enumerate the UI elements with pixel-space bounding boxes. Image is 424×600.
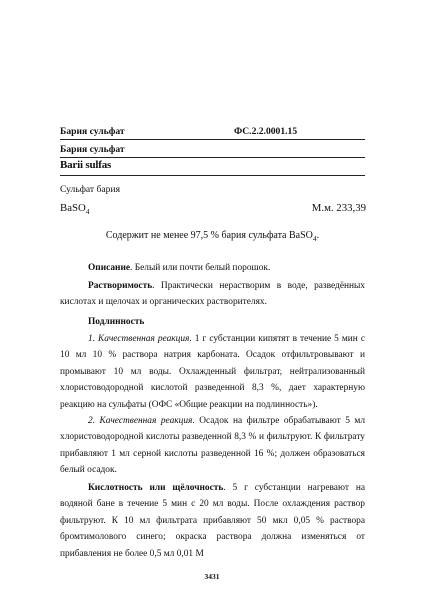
monograph-code: ФС.2.2.0001.15 [234,126,298,137]
description-paragraph [60,260,365,276]
identity-heading: Подлинность [88,317,145,327]
reaction-1-text: . 1 г субстанции кипятят в течение 5 мин с 10 мл 10 % раствора натрия карбоната. Осадок отфильтровывают и промывают 10 мл воды. Охлажденный фильтрат, нейтрализованный хлористоводородной кислотой разведенной 8,3 %, дает характерную реакцию на сульфаты (ОФС «Общие реакции на подлинность»). [60,334,365,410]
header-rule-2 [60,157,365,158]
header-name-ru: Бария сульфат [60,126,125,137]
description-text: . Белый или почти белый порошок. [130,263,271,273]
identity-heading-line [60,314,365,330]
solubility-text: . Практически нерастворим в воде, разведённых кислотах и щелочах и органических растворителях. [60,281,365,308]
content-statement [60,230,365,243]
reaction-2-text: . Осадок на фильтре обрабатывают 5 мл хлористоводородной кислоты разведенной 8,3 % и фильтруют. К фильтрату прибавляют 1 мл серной кислоты разведенной 16 %; должен образоваться белый осадок. [60,416,365,476]
description-label: Описание [88,263,131,273]
solubility-paragraph [60,278,365,311]
header-rule-1 [60,139,365,140]
identity-reaction-1 [60,331,365,413]
identity-reaction-2 [60,413,365,479]
acidity-text: . 5 г субстанции нагревают на водяной бане в течение 5 мин с 20 мл воды. После охлаждения раствор фильтруют. К 10 мл фильтрата прибавляют 50 мкл 0,05 % раствора бромтимолового синего; окраска раствора должна изменяться от прибавления не более 0,5 мл 0,01 М [60,483,366,559]
formula-base: BaSO [60,202,86,214]
content-text: Содержит не менее 97,5 % бария сульфата BaSO [105,230,313,241]
acidity-label: Кислотность или щёлочность [88,483,224,493]
reaction-2-label: 2. Качественная реакция [88,416,193,426]
header-name-ru-2: Бария сульфат [60,144,125,155]
solubility-label: Растворимость [88,281,153,291]
latin-name: Barii sulfas [60,159,112,171]
synonym: Сульфат бария [60,184,120,195]
content-end: . [316,230,320,241]
page-number: 3431 [204,572,220,581]
reaction-1-label: 1. Качественная реакция [88,334,190,344]
header-rule-3 [60,175,365,176]
molecular-mass: М.м. 233,39 [311,202,366,214]
acidity-paragraph [60,480,365,562]
formula-sub: 4 [85,207,90,217]
content-sub: 4 [312,234,317,243]
chemical-formula [60,202,90,216]
